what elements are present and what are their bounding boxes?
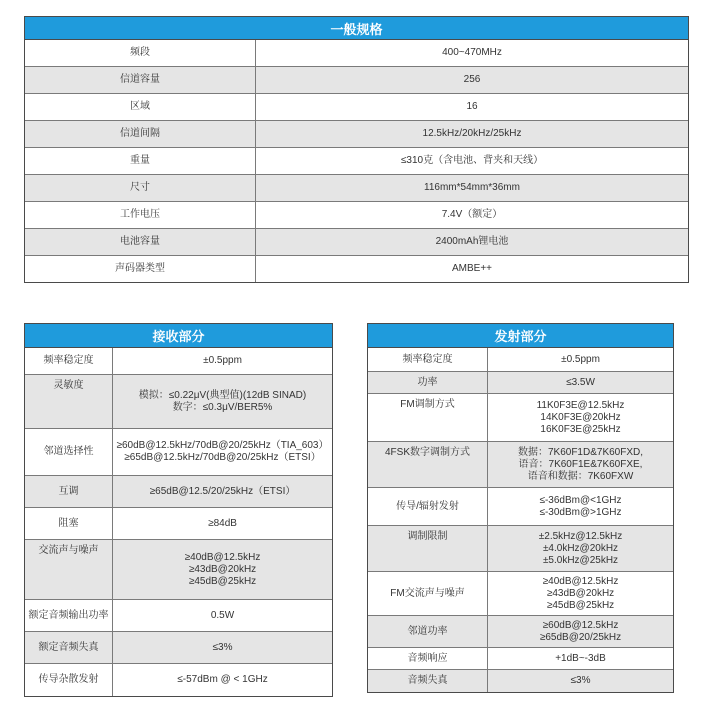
transmit-spec-row [368,670,673,692]
transmit-spec-row [368,572,673,616]
general-spec-label: 重量 [25,148,256,174]
transmit-spec-label: 功率 [368,372,488,393]
receive-spec-label: 额定音频失真 [25,632,113,663]
general-spec-row [25,229,688,256]
transmit-spec-row [368,488,673,526]
general-spec-label: 信道间隔 [25,121,256,147]
general-spec-label: 声码器类型 [25,256,256,282]
general-spec-label: 尺寸 [25,175,256,201]
receive-spec-row [25,600,332,632]
receive-spec-row [25,476,332,508]
general-spec-value: AMBE++ [451,263,493,274]
transmit-spec-row [368,348,673,372]
general-spec-value: 400~470MHz [442,47,502,58]
transmit-spec-label: FM交流声与噪声 [368,572,488,615]
transmit-spec-label: 音频响应 [368,648,488,669]
general-spec-value: ≤310克（含电池、背夹和天线） [400,155,544,166]
transmit-spec-value: ≥40dB@12.5kHz ≥43dB@20kHz ≥45dB@25kHz [542,575,619,611]
transmit-spec-value: ≤3.5W [566,376,595,388]
transmit-spec-label: 频率稳定度 [368,348,488,371]
general-spec-label: 区域 [25,94,256,120]
transmit-spec-row [368,648,673,670]
receive-spec-title: 接收部分 [25,324,332,348]
transmit-spec-value: ±2.5kHz@12.5kHz ±4.0kHz@20kHz ±5.0kHz@25kHz [538,530,623,566]
receive-spec-value: ≥60dB@12.5kHz/70dB@20/25kHz（TIA_603） ≥65dB@12.5kHz/70dB@20/25kHz（ETSI） [116,440,329,463]
transmit-spec-label: 4FSK数字调制方式 [368,442,488,487]
receive-spec-label: 阻塞 [25,508,113,539]
transmit-spec-value: ≥60dB@12.5kHz ≥65dB@20/25kHz [539,619,622,643]
receive-spec-value: ≥40dB@12.5kHz ≥43dB@20kHz ≥45dB@25kHz [184,551,261,587]
transmit-spec-value: 数据：7K60F1D&7K60FXD, 语音：7K60F1E&7K60FXE, 语音和数据：7K60FXW [517,446,644,482]
transmit-spec-row [368,442,673,488]
transmit-spec-title: 发射部分 [368,324,673,348]
receive-spec-row [25,664,332,696]
general-spec-row [25,40,688,67]
transmit-spec-value: ≤3% [570,675,591,686]
receive-spec-value: ±0.5ppm [203,355,242,366]
general-spec-table [24,16,689,283]
general-spec-value: 16 [466,101,478,112]
general-spec-value: 2400mAh锂电池 [435,236,509,247]
receive-spec-row [25,348,332,375]
general-spec-row [25,148,688,175]
general-spec-label: 频段 [25,40,256,66]
general-spec-row [25,202,688,229]
receive-spec-label: 频率稳定度 [25,348,113,374]
receive-spec-value: ≤3% [212,641,233,653]
receive-spec-value: 0.5W [210,609,235,621]
general-spec-value: 256 [463,74,481,85]
receive-spec-label: 互调 [25,476,113,507]
transmit-spec-value: 11K0F3E@12.5kHz 14K0F3E@20kHz 16K0F3E@25kHz [536,399,625,435]
transmit-spec-label: 传导/辐射发射 [368,488,488,525]
general-spec-row [25,121,688,148]
general-spec-row [25,94,688,121]
receive-spec-label: 灵敏度 [25,375,113,428]
general-spec-value: 116mm*54mm*36mm [424,182,520,193]
transmit-spec-label: 邻道功率 [368,616,488,647]
general-spec-label: 工作电压 [25,202,256,228]
receive-spec-row [25,429,332,476]
general-spec-row [25,256,688,282]
general-spec-title: 一般规格 [25,17,688,40]
transmit-spec-table [367,323,674,693]
receive-spec-value: ≥84dB [208,517,237,529]
receive-spec-label: 传导杂散发射 [25,664,113,696]
receive-spec-row [25,632,332,664]
transmit-spec-label: 调制限制 [368,526,488,571]
receive-spec-label: 交流声与噪声 [25,540,113,599]
receive-spec-value: ≥65dB@12.5/20/25kHz（ETSI） [149,485,296,497]
receive-spec-label: 邻道选择性 [25,429,113,475]
receive-spec-row [25,540,332,600]
general-spec-row [25,175,688,202]
general-spec-value: 7.4V（额定） [441,209,503,220]
transmit-spec-label: FM调制方式 [368,394,488,441]
transmit-spec-row [368,372,673,394]
general-spec-row [25,67,688,94]
receive-spec-value: ≤-57dBm @ < 1GHz [177,674,268,685]
receive-spec-row [25,508,332,540]
transmit-spec-value: ≤-36dBm@<1GHz ≤-30dBm@>1GHz [539,494,622,518]
general-spec-label: 信道容量 [25,67,256,93]
general-spec-value: 12.5kHz/20kHz/25kHz [422,128,522,139]
transmit-spec-row [368,616,673,648]
receive-spec-label: 额定音频输出功率 [25,600,113,631]
transmit-spec-label: 音频失真 [368,670,488,692]
transmit-spec-value: +1dB~-3dB [555,652,606,664]
transmit-spec-row [368,526,673,572]
transmit-spec-value: ±0.5ppm [561,353,600,365]
receive-spec-row [25,375,332,429]
receive-spec-table [24,323,333,697]
transmit-spec-row [368,394,673,442]
receive-spec-value: 模拟：≤0.22μV(典型值)(12dB SINAD) 数字：≤0.3μV/BER5% [138,389,307,413]
general-spec-label: 电池容量 [25,229,256,255]
